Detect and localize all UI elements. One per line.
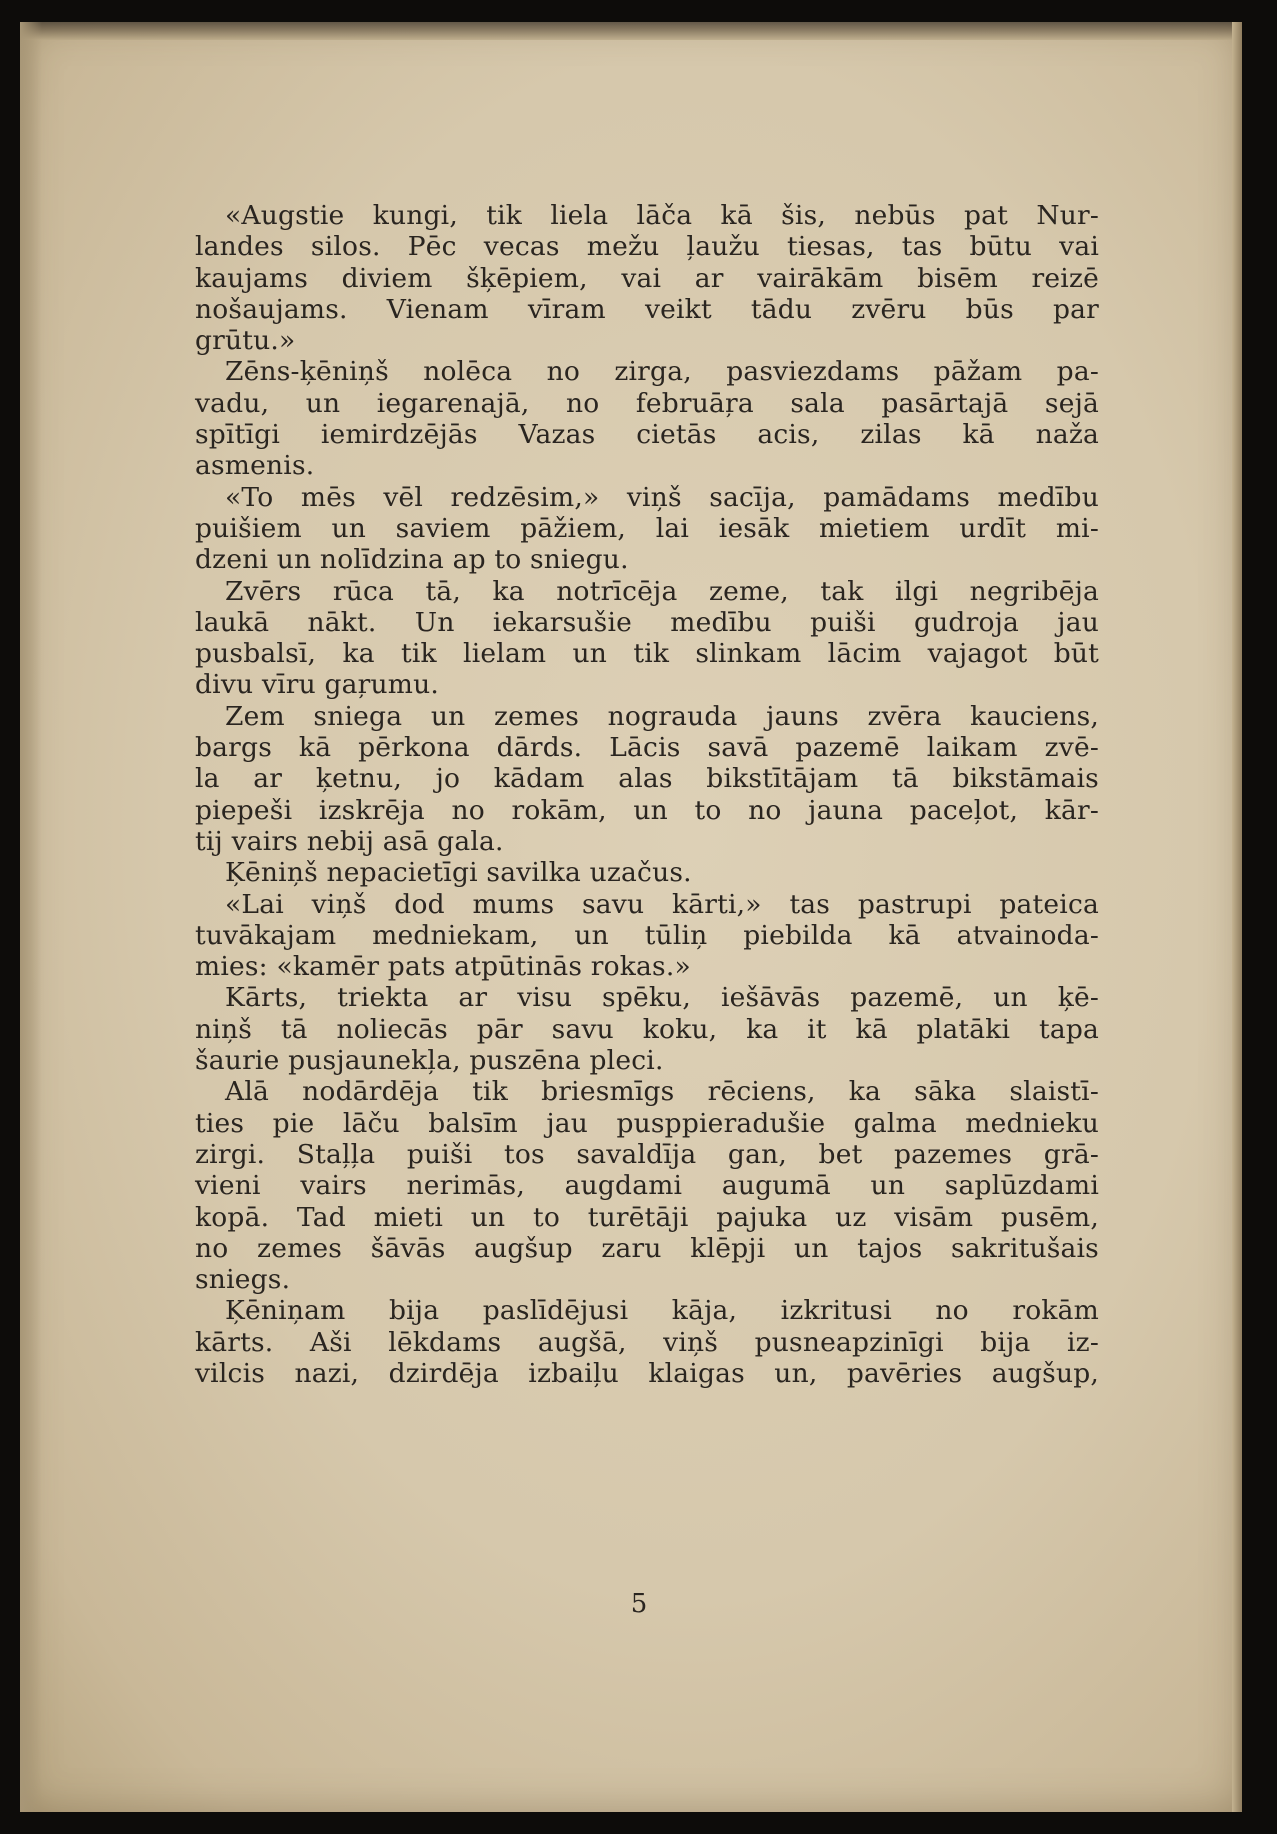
text-line: bargs kā pērkona dārds. Lācis savā pazemē laikam zvē- bbox=[195, 732, 1099, 764]
text-line: tij vairs nebij asā gala. bbox=[195, 825, 504, 857]
text-line: tuvākajam medniekam, un tūliņ piebilda kā atvainoda- bbox=[195, 919, 1099, 951]
text-line: puišiem un saviem pāžiem, lai iesāk mietiem urdīt mi- bbox=[195, 512, 1099, 544]
page-top-edge bbox=[20, 22, 1242, 40]
text-line: la ar ķetnu, jo kādam alas bikstītājam tā bikstāmais bbox=[195, 763, 1099, 795]
text-line: šaurie pusjaunekļa, puszēna pleci. bbox=[195, 1045, 664, 1077]
text-line: vadu, un iegarenajā, no februāŗa sala pasārtajā sejā bbox=[195, 387, 1099, 419]
text-line: niņš tā noliecās pār savu koku, ka it kā platāki tapa bbox=[195, 1013, 1099, 1045]
text-line: sniegs. bbox=[195, 1264, 291, 1296]
text-line: ties pie lāču balsīm jau pusppieradušie galma mednieku bbox=[195, 1107, 1099, 1139]
text-line: laukā nākt. Un iekarsušie medību puiši gudroja jau bbox=[195, 606, 1099, 638]
text-line: Kārts, triekta ar visu spēku, iešāvās pazemē, un ķē- bbox=[225, 982, 1099, 1014]
book-page bbox=[20, 22, 1242, 1812]
text-line: no zemes šāvās augšup zaru klēpji un tajos sakritušais bbox=[195, 1232, 1099, 1264]
text-line: Ķēniņš nepacietīgi savilka uzačus. bbox=[225, 857, 692, 889]
text-line: piepeši izskrēja no rokām, un to no jauna paceļot, kār- bbox=[195, 794, 1099, 826]
text-line: kaujams diviem šķēpiem, vai ar vairākām bisēm reizē bbox=[195, 262, 1099, 294]
text-line: Zem sniega un zemes nograuda jauns zvēra kauciens, bbox=[225, 700, 1099, 732]
text-line: «Augstie kungi, tik liela lāča kā šis, nebūs pat Nur- bbox=[225, 200, 1099, 231]
text-line: nošaujams. Vienam vīram veikt tādu zvēru būs par bbox=[195, 293, 1099, 325]
text-line: kopā. Tad mieti un to turētāji pajuka uz visām pusēm, bbox=[195, 1201, 1099, 1233]
text-line: Zēns-ķēniņš nolēca no zirga, pasviezdams pāžam pa- bbox=[225, 356, 1099, 388]
body-text bbox=[195, 200, 1099, 1389]
text-line: vilcis nazi, dzirdēja izbaiļu klaigas un, pavēries augšup, bbox=[195, 1357, 1099, 1389]
text-line: Alā nodārdēja tik briesmīgs rēciens, ka sāka slaistī- bbox=[225, 1076, 1099, 1108]
text-line: Ķēniņam bija paslīdējusi kāja, izkritusi no rokām bbox=[225, 1295, 1099, 1327]
page-binding-edge bbox=[20, 22, 42, 1812]
text-line: grūtu.» bbox=[195, 325, 296, 357]
text-line: kārts. Aši lēkdams augšā, viņš pusneapzinīgi bija iz- bbox=[195, 1326, 1099, 1358]
text-line: «To mēs vēl redzēsim,» viņš sacīja, pamādams medību bbox=[225, 481, 1099, 513]
text-line: landes silos. Pēc vecas mežu ļaužu tiesas, tas būtu vai bbox=[195, 231, 1099, 263]
page-number: 5 bbox=[630, 1589, 648, 1619]
text-line: dzeni un nolīdzina ap to sniegu. bbox=[195, 544, 629, 576]
text-line: Zvērs rūca tā, ka notrīcēja zeme, tak ilgi negribēja bbox=[225, 575, 1099, 607]
text-line: zirgi. Staļļa puiši tos savaldīja gan, bet pazemes grā- bbox=[195, 1138, 1099, 1170]
text-line: pusbalsī, ka tik lielam un tik slinkam lācim vajagot būt bbox=[195, 638, 1099, 670]
text-line: spītīgi iemirdzējās Vazas cietās acis, zilas kā naža bbox=[195, 419, 1099, 451]
text-line: mies: «kamēr pats atpūtinās rokas.» bbox=[195, 951, 691, 983]
text-line: «Lai viņš dod mums savu kārti,» tas pastrupi pateica bbox=[225, 888, 1099, 920]
page-right-edge bbox=[1232, 22, 1242, 1812]
text-line: asmenis. bbox=[195, 450, 315, 482]
text-line: divu vīru gaŗumu. bbox=[195, 669, 440, 701]
text-line: vieni vairs nerimās, augdami augumā un saplūzdami bbox=[195, 1170, 1099, 1202]
